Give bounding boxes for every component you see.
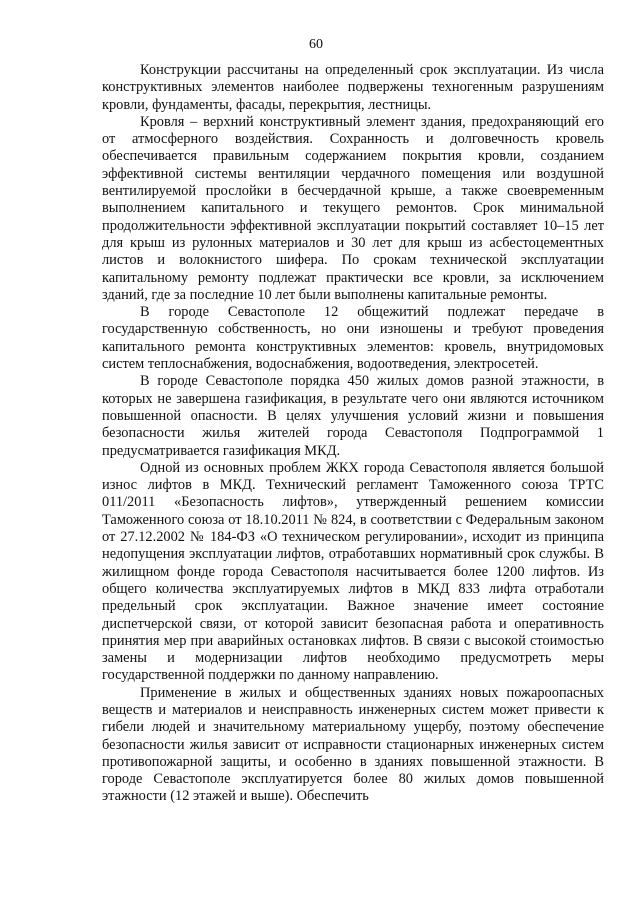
document-body [102, 62, 604, 806]
page-number: 60 [309, 37, 323, 52]
paragraph-elevators: Одной из основных проблем ЖКХ города Севастополя является большой износ лифтов в МКД. Технический регламент Таможенного союза ТРТС 011/2011 «Безопасность лифтов», утвержденный решением комиссии Таможенного союза от 18.10.2011 № 824, в соответствии с Федеральным законом от 27.12.2002 № 184-ФЗ «О техническом регулировании», исходит из принципа недопущения эксплуатации лифтов, отработавших нормативный срок службы. В жилищном фонде города Севастополя насчитывается более 1200 лифтов. Из общего количества эксплуатируемых лифтов в МКД 833 лифта отработали предельный срок эксплуатации. Важное значение имеет состояние диспетчерской связи, от которой зависит безопасная работа и оперативность принятия мер при аварийных остановках лифтов. В связи с высокой стоимостью замены и модернизации лифтов необходимо предусмотреть меры государственной поддержки по данному направлению. [102, 459, 604, 684]
paragraph-roofs: Кровля – верхний конструктивный элемент здания, предохраняющий его от атмосферного воздействия. Сохранность и долговечность кровель обеспечивается правильным содержанием покрытия кровли, созданием эффективной системы вентиляции чердачного помещения или воздушной вентилируемой прослойки в бесчердачной крыше, а также своевременным выполнением капитального и текущего ремонтов. Срок минимальной продолжительности эффективной эксплуатации покрытий составляет 10–15 лет для крыш из рулонных материалов и 30 лет для крыш из асбестоцементных листов и волокнистого шифера. По срокам технической эксплуатации капитальному ремонту подлежат практически все кровли, за исключением зданий, где за последние 10 лет были выполнены капитальные ремонты. [102, 113, 604, 303]
paragraph-dormitories: В городе Севастополе 12 общежитий подлежат передаче в государственную собственность, но они изношены и требуют проведения капитального ремонта конструктивных элементов: кровель, внутридомовых систем теплоснабжения, водоснабжения, водоотведения, электросетей. [102, 304, 604, 373]
paragraph-fire-safety: Применение в жилых и общественных зданиях новых пожароопасных веществ и материалов и неисправность инженерных систем может привести к гибели людей и значительному материальному ущербу, поэтому обеспечение безопасности жилья зависит от исправности стационарных инженерных систем противопожарной защиты, и особенно в зданиях повышенной этажности. В городе Севастополе эксплуатируется более 80 жилых домов повышенной этажности (12 этажей и выше). Обеспечить [102, 684, 604, 805]
paragraph-gasification: В городе Севастополе порядка 450 жилых домов разной этажности, в которых не завершена газификация, в результате чего они являются источником повышенной опасности. В целях улучшения условий жизни и повышения безопасности жилья жителей города Севастополя Подпрограммой 1 предусматривается газификация МКД. [102, 373, 604, 459]
paragraph-structures: Конструкции рассчитаны на определенный срок эксплуатации. Из числа конструктивных элементов наиболее подвержены техногенным разрушениям кровли, фундаменты, фасады, перекрытия, лестницы. [102, 62, 604, 113]
